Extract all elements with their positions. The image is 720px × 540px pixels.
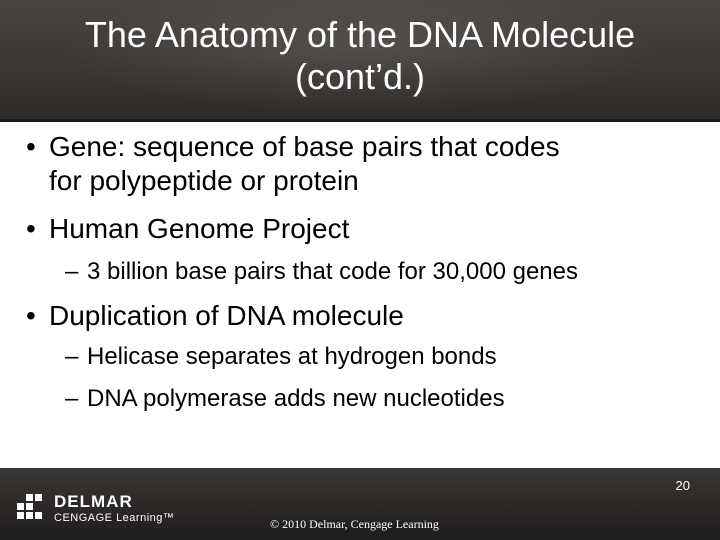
- logo-text-delmar: DELMAR: [54, 492, 133, 511]
- sub-bullet-helicase: [65, 342, 707, 372]
- title-band: [0, 0, 720, 122]
- bullet-human-genome-project: [26, 212, 699, 246]
- dash-glyph: –: [65, 343, 79, 370]
- bullet-duplication: [26, 299, 699, 333]
- bullet-glyph: •: [26, 300, 36, 331]
- dash-glyph: –: [65, 258, 79, 285]
- bullet-gene-line-2: for polypeptide or protein: [49, 165, 359, 196]
- logo-text-cengage: CENGAGE Learning™: [54, 512, 175, 524]
- sub-bullet-base-pairs: [65, 257, 707, 287]
- sub-bullet-dna-polymerase-text: DNA polymerase adds new nucleotides: [87, 385, 505, 412]
- sub-bullet-base-pairs-text: 3 billion base pairs that code for 30,000 genes: [87, 258, 579, 285]
- footer-band: [0, 468, 720, 540]
- slide-title: [20, 14, 700, 98]
- page-number: 20: [675, 478, 690, 493]
- bullet-duplication-text: Duplication of DNA molecule: [49, 300, 404, 331]
- bullet-gene: [26, 130, 699, 198]
- sub-bullet-helicase-text: Helicase separates at hydrogen bonds: [87, 343, 497, 370]
- dash-glyph: –: [65, 385, 79, 412]
- sub-bullet-dna-polymerase: [65, 384, 707, 414]
- bullet-human-genome-project-text: Human Genome Project: [49, 213, 350, 244]
- copyright-notice: © 2010 Delmar, Cengage Learning: [270, 517, 439, 531]
- slide-title-line-1: The Anatomy of the DNA Molecule: [84, 14, 636, 55]
- bullet-glyph: •: [26, 131, 36, 162]
- bullet-gene-line-1: Gene: sequence of base pairs that codes: [49, 131, 560, 162]
- logo-mark-icon: [12, 490, 48, 526]
- slide-title-line-2: (cont’d.): [294, 56, 426, 97]
- bullet-glyph: •: [26, 213, 36, 244]
- delmar-cengage-logo: [12, 490, 182, 530]
